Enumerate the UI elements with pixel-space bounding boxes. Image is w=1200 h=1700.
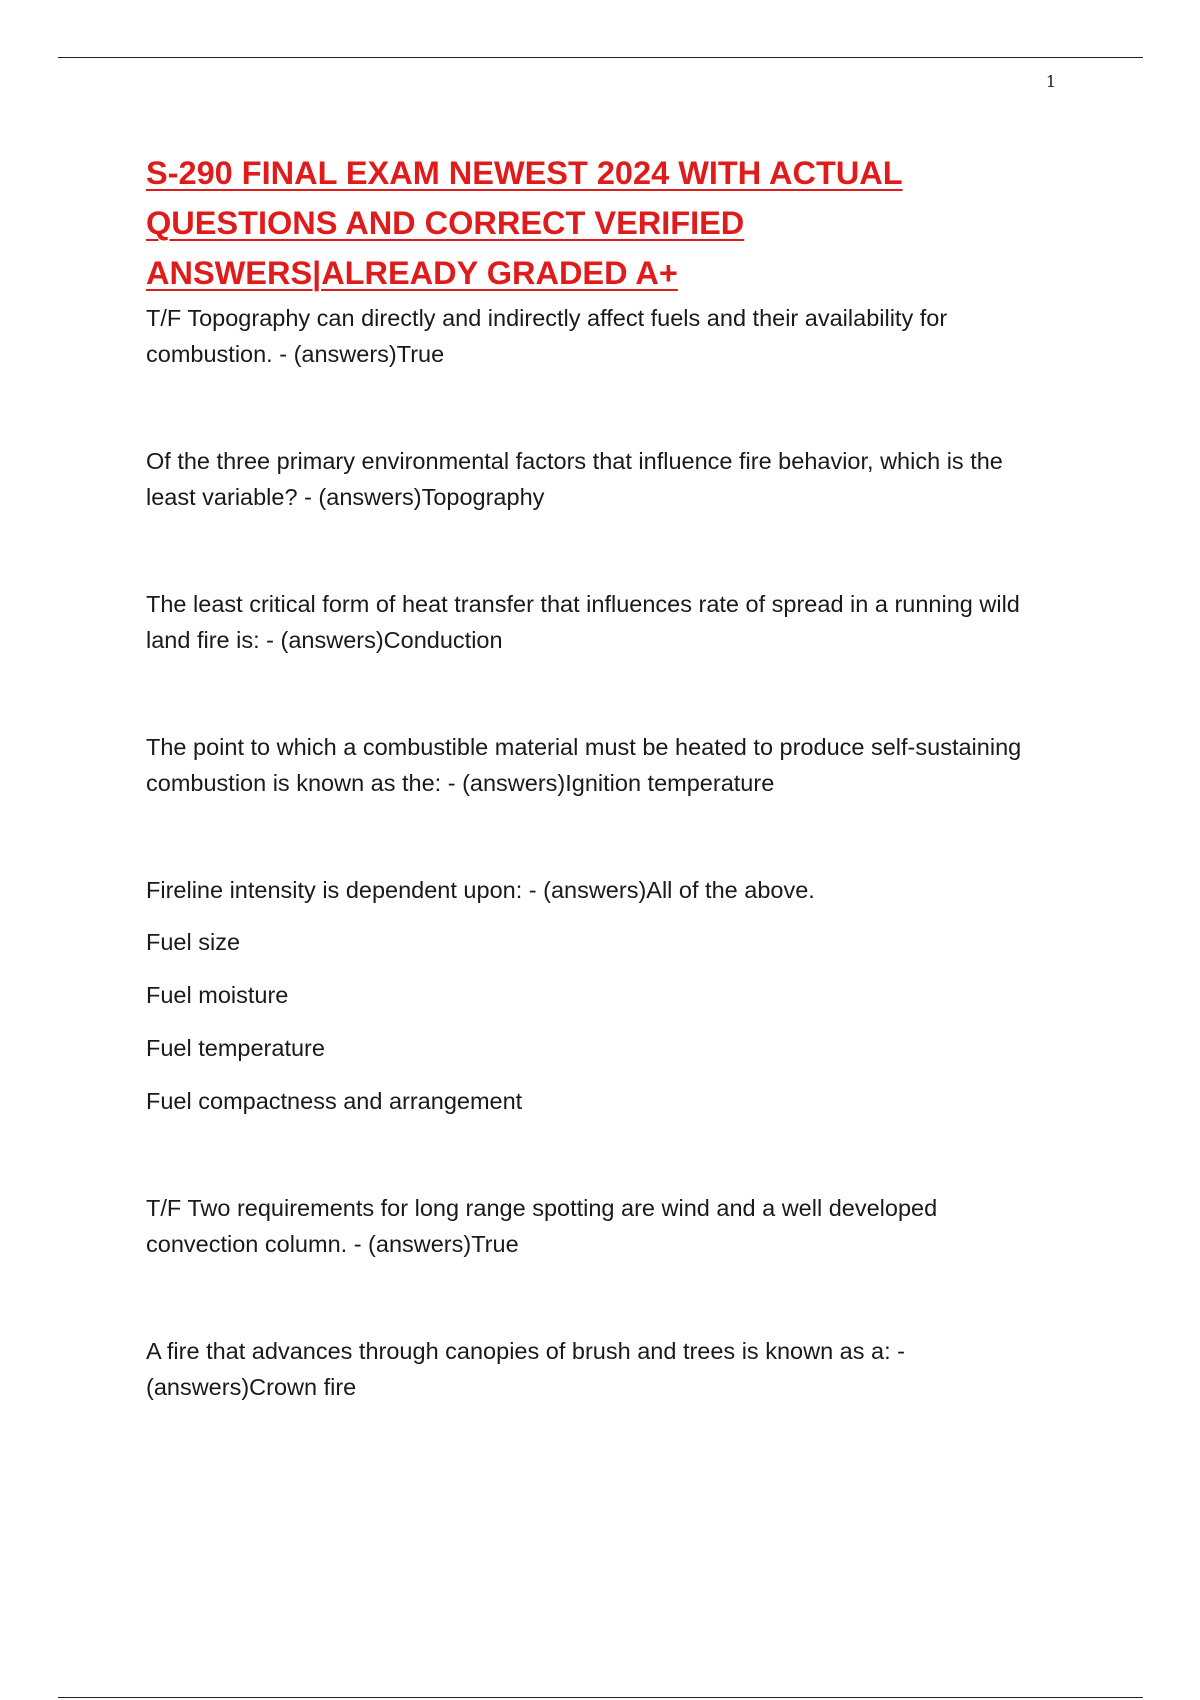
answer-option-fuel-size: Fuel size: [146, 929, 241, 955]
question-answer-6: T/F Two requirements for long range spotting are wind and a well developed convection column. - (answers)True: [146, 1195, 938, 1257]
page-number: 1: [1045, 72, 1056, 91]
footer-rule: [58, 1697, 1143, 1698]
question-answer-5: Fireline intensity is dependent upon: - (answers)All of the above.: [146, 877, 815, 903]
question-answer-3: The least critical form of heat transfer that influences rate of spread in a running wild land fire is: - (answers)Conduction: [146, 591, 1020, 653]
document-title: S-290 FINAL EXAM NEWEST 2024 WITH ACTUAL QUESTIONS AND CORRECT VERIFIED ANSWERS|ALREADY GRADED A+: [146, 155, 903, 291]
question-answer-7: A fire that advances through canopies of brush and trees is known as a: - (answers)Crown fire: [146, 1338, 905, 1400]
answer-option-fuel-compactness: Fuel compactness and arrangement: [146, 1088, 523, 1114]
answer-option-fuel-temperature: Fuel temperature: [146, 1035, 325, 1061]
question-answer-1: T/F Topography can directly and indirectly affect fuels and their availability for combustion. - (answers)True: [146, 305, 948, 367]
answer-option-fuel-moisture: Fuel moisture: [146, 982, 289, 1008]
header-rule: [58, 57, 1143, 58]
question-answer-2: Of the three primary environmental factors that influence fire behavior, which is the least variable? - (answers)Topography: [146, 448, 1003, 510]
document-body: [146, 148, 1051, 1405]
question-answer-4: The point to which a combustible material must be heated to produce self-sustaining combustion is known as the: - (answers)Ignition temperature: [146, 734, 1022, 796]
